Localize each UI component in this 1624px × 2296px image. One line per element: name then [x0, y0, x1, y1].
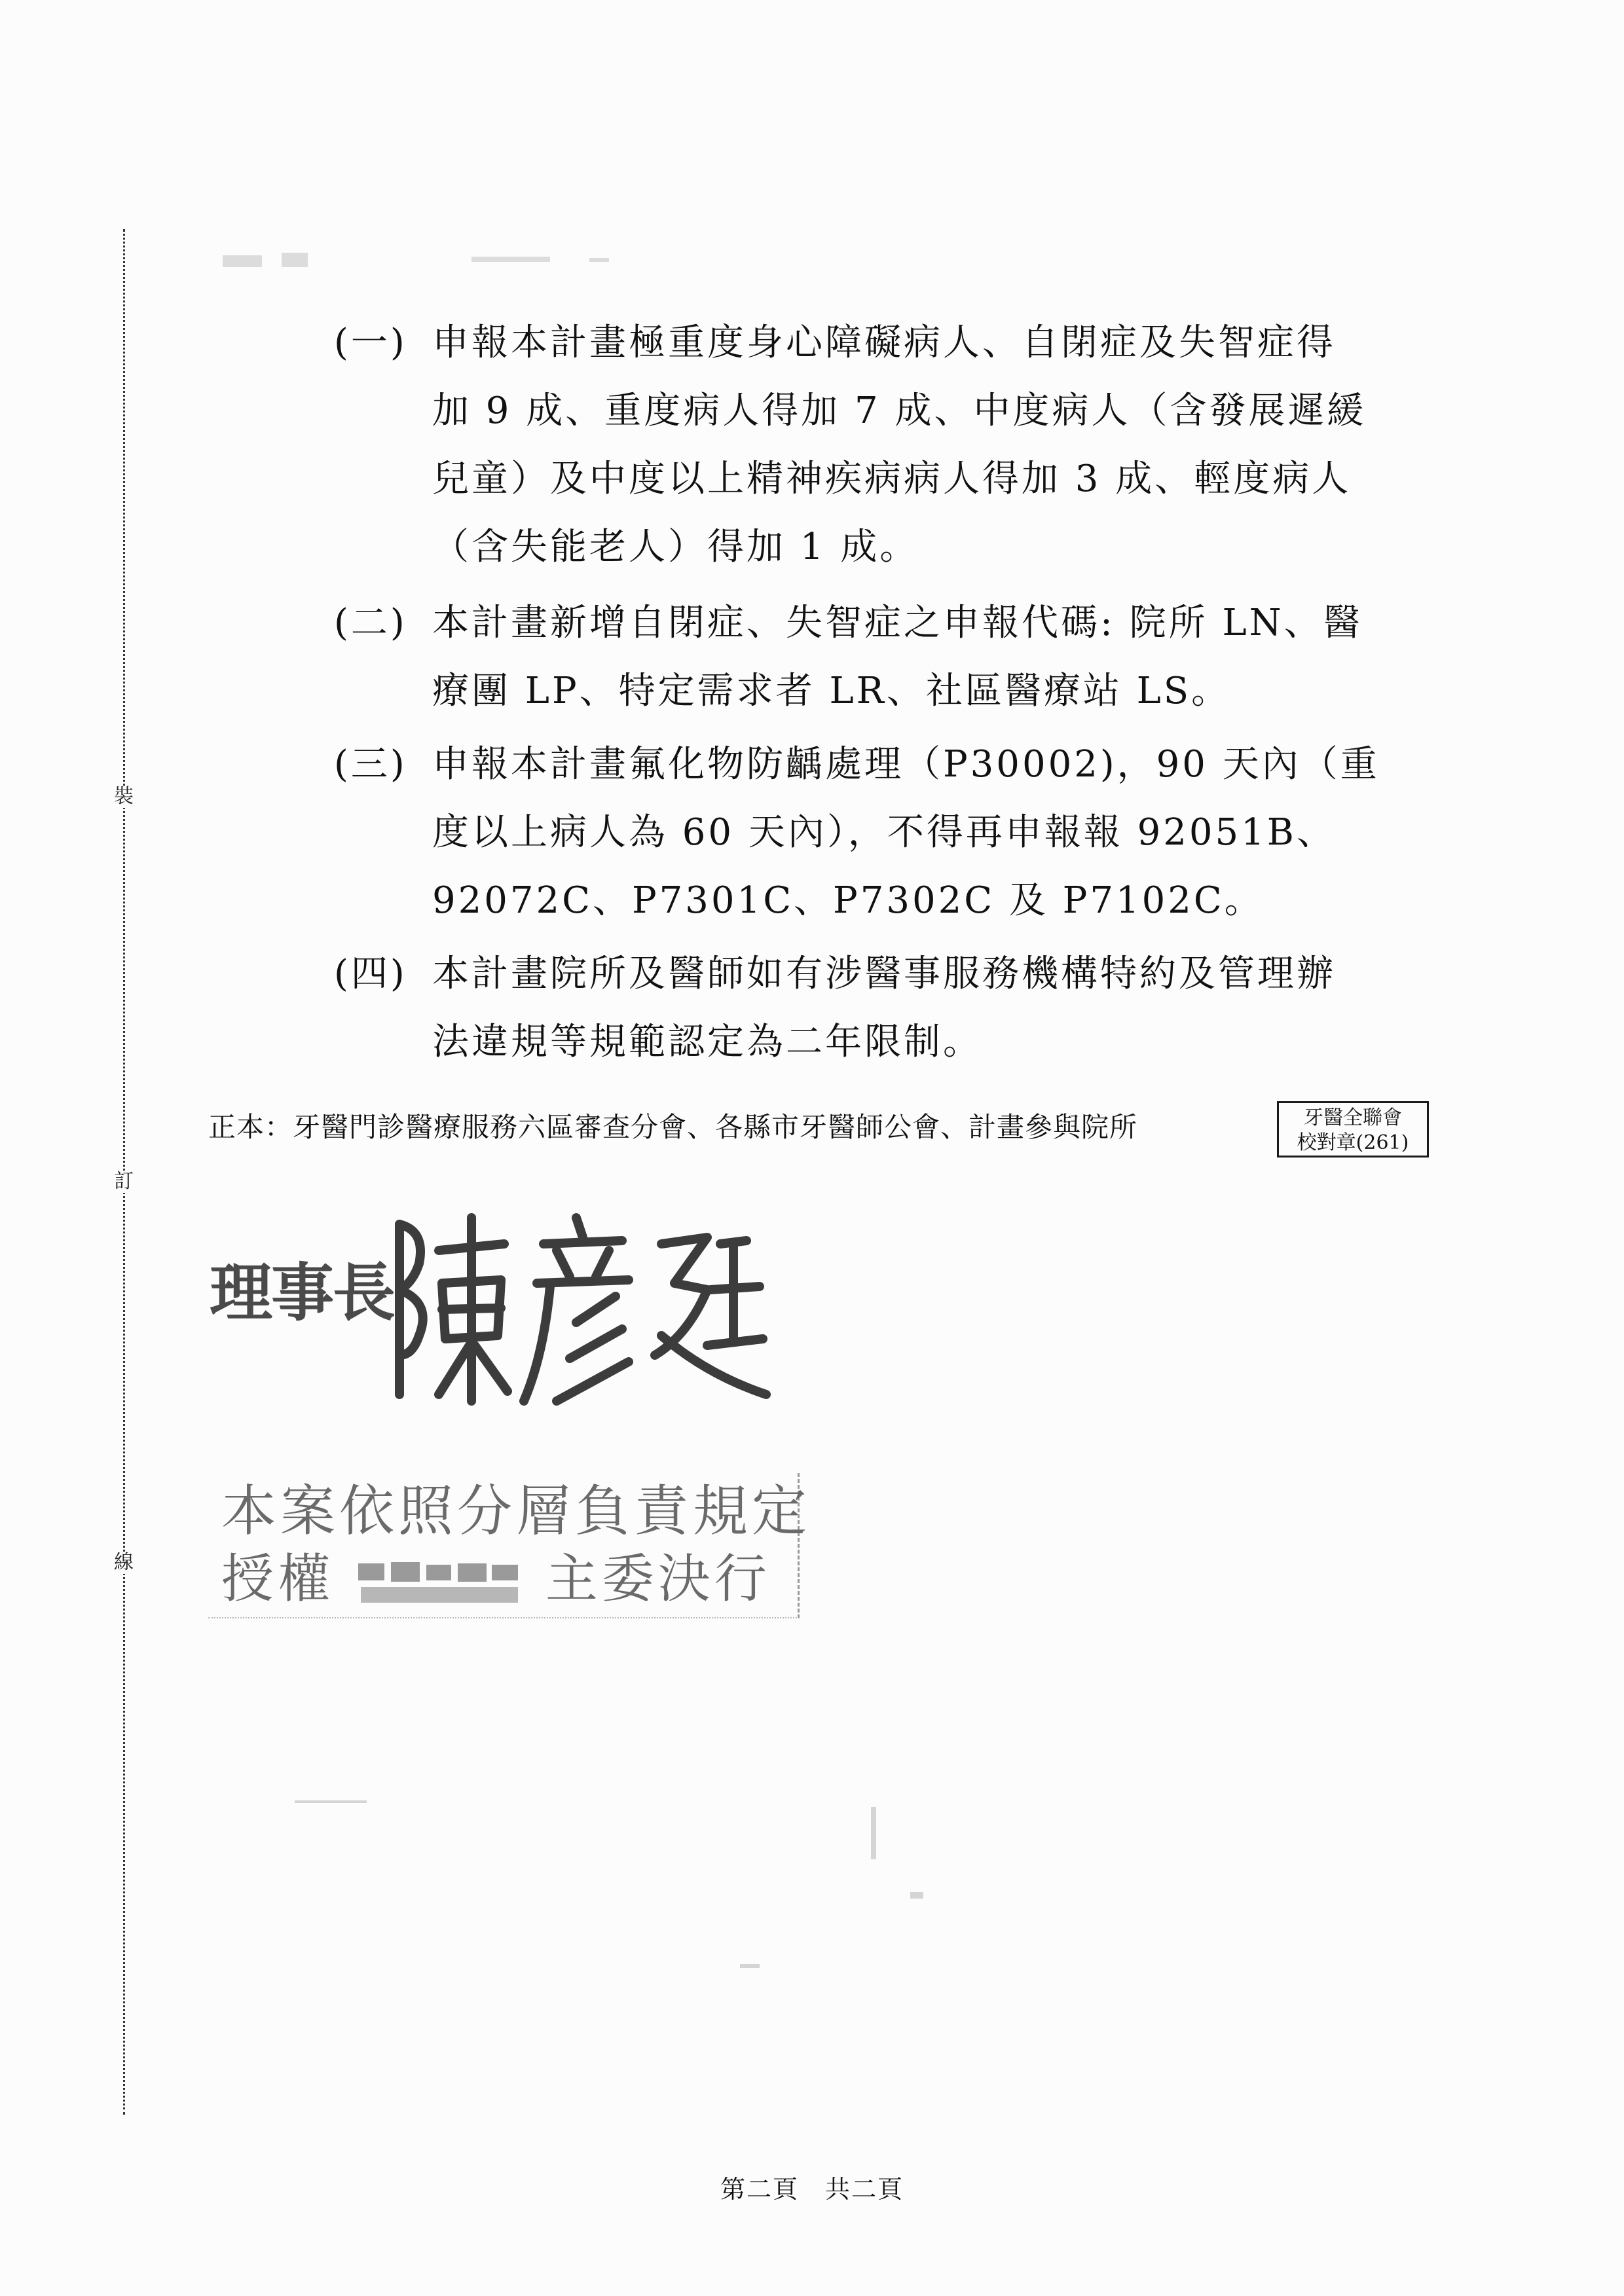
item-label: (三) — [334, 743, 407, 786]
item-label: (一) — [334, 321, 407, 364]
binding-char-bottom: 線 — [114, 1551, 134, 1574]
scan-artifact — [223, 249, 812, 275]
proof-stamp-line1: 牙醫全聯會 — [1304, 1106, 1402, 1129]
item-3 — [334, 731, 1441, 935]
item-line: 本計畫院所及醫師如有涉醫事服務機構特約及管理辦 — [432, 953, 1336, 995]
binding-char-middle: 訂 — [114, 1170, 134, 1193]
item-line: （含失能老人）得加 1 成。 — [432, 526, 919, 568]
item-line: 92072C、P7301C、P7302C 及 P7102C。 — [432, 879, 1264, 922]
delegation-stamp — [208, 1473, 811, 1618]
page-number: 第二頁 共二頁 — [720, 2175, 904, 2204]
item-1 — [334, 309, 1441, 581]
item-line: 申報本計畫極重度身心障礙病人、自閉症及失智症得 — [432, 321, 1336, 364]
item-line: 度以上病人為 60 天內），不得再申報報 92051B、 — [432, 811, 1336, 854]
item-line: 療團 LP、特定需求者 LR、社區醫療站 LS。 — [432, 670, 1231, 712]
delegation-stamp-authorize: 授權 — [221, 1548, 334, 1609]
binding-char-top: 裝 — [114, 785, 134, 808]
item-line: 加 9 成、重度病人得加 7 成、中度病人（含發展遲緩 — [432, 390, 1367, 432]
proofreading-stamp — [1277, 1101, 1429, 1157]
chairman-title: 理事長 — [210, 1256, 394, 1330]
item-line: 法違規等規範認定為二年限制。 — [432, 1021, 982, 1063]
item-line: 兒童）及中度以上精神疾病病人得加 3 成、輕度病人 — [432, 458, 1352, 500]
distribution-line: 正本：牙醫門診醫療服務六區審查分會、各縣市牙醫師公會、計畫參與院所 — [208, 1111, 1138, 1143]
delegation-stamp-decide: 主委決行 — [545, 1548, 771, 1609]
delegation-stamp-line2 — [221, 1546, 771, 1612]
blurred-seal-text — [354, 1557, 525, 1609]
item-4 — [334, 940, 1441, 1076]
chairman-signature-seal — [380, 1205, 773, 1414]
proof-stamp-line2: 校對章(261) — [1297, 1131, 1409, 1154]
item-label: (二) — [334, 602, 407, 644]
item-line: 本計畫新增自閉症、失智症之申報代碼: 院所 LN、醫 — [432, 602, 1363, 644]
item-label: (四) — [334, 953, 407, 995]
item-line: 申報本計畫氟化物防齲處理（P30002)，90 天內（重 — [432, 743, 1380, 786]
delegation-stamp-line1: 本案依照分層負責規定 — [221, 1479, 811, 1543]
scan-artifact — [282, 1794, 936, 1990]
item-2 — [334, 589, 1441, 725]
